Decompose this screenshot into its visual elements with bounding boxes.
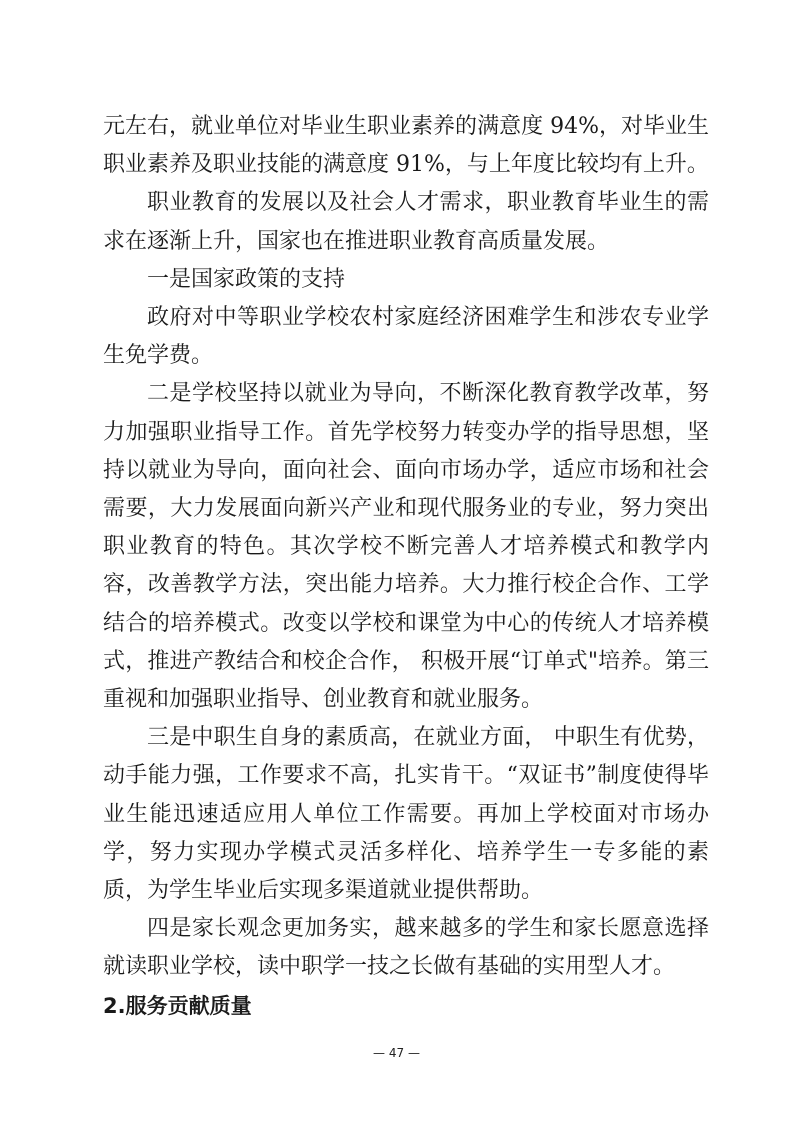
paragraph-4: 政府对中等职业学校农村家庭经济困难学生和涉农专业学生免学费。: [103, 305, 709, 369]
paragraph-1: 元左右，就业单位对毕业生职业素养的满意度 94%，对毕业生职业素养及职业技能的满意度 91%，与上年度比较均有上升。: [103, 114, 709, 178]
section-heading: 2.服务贡献质量: [103, 993, 252, 1018]
body-text: [103, 108, 709, 1025]
paragraph-2: 职业教育的发展以及社会人才需求，职业教育毕业生的需求在逐渐上升，国家也在推进职业教育高质量发展。: [103, 190, 709, 254]
paragraph-5: 二是学校坚持以就业为导向，不断深化教育教学改革，努力加强职业指导工作。首先学校努力转变办学的指导思想，坚持以就业为导向，面向社会、面向市场办学，适应市场和社会需要，大力发展面向新兴产业和现代服务业的专业，努力突出职业教育的特色。其次学校不断完善人才培养模式和教学内容，改善教学方法，突出能力培养。大力推行校企合作、工学结合的培养模式。改变以学校和课堂为中心的传统人才培养模式，推进产教结合和校企合作， 积极开展“订单式"培养。第三重视和加强职业指导、创业教育和就业服务。: [103, 381, 709, 713]
page-number: — 47 —: [373, 1046, 420, 1060]
paragraph-6: 三是中职生自身的素质高，在就业方面， 中职生有优势，动手能力强，工作要求不高，扎实肯干。“双证书”制度使得毕业生能迅速适应用人单位工作需要。再加上学校面对市场办学，努力实现办学模式灵活多样化、培养学生一专多能的素质，为学生毕业后实现多渠道就业提供帮助。: [103, 725, 709, 904]
paragraph-3: 一是国家政策的支持: [147, 266, 346, 292]
paragraph-7: 四是家长观念更加务实，越来越多的学生和家长愿意选择就读职业学校，读中职学一技之长做有基础的实用型人才。: [103, 916, 709, 980]
